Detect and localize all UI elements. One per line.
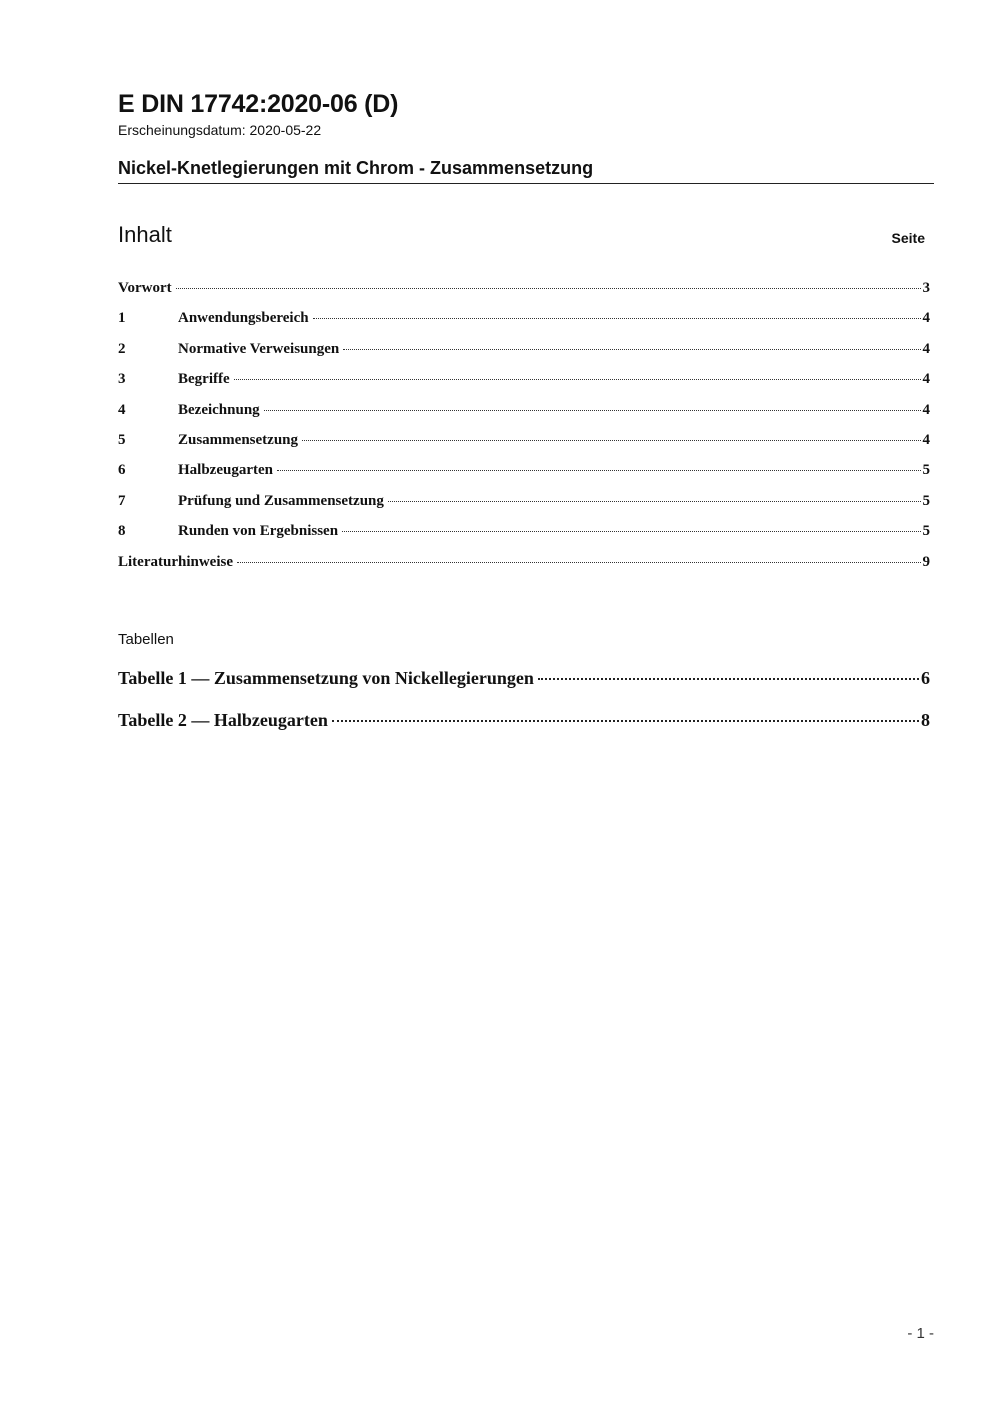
dot-leader (176, 288, 921, 289)
toc-entry[interactable] (118, 310, 930, 340)
toc-entry[interactable] (118, 280, 930, 310)
toc-entry-label: Runden von Ergebnissen (178, 523, 339, 540)
list-of-tables (118, 668, 930, 752)
toc-entry[interactable] (118, 554, 930, 584)
title-divider (118, 183, 934, 184)
toc-entry[interactable] (118, 493, 930, 523)
toc-entry[interactable] (118, 462, 930, 492)
dot-leader (234, 379, 921, 380)
toc-entry-label: Vorwort (118, 280, 172, 296)
toc-heading: Inhalt (118, 222, 172, 247)
table-entry-page: 8 (921, 710, 930, 730)
dot-leader (277, 470, 921, 471)
dot-leader (538, 678, 919, 680)
toc-entry[interactable] (118, 432, 930, 462)
toc-entry-number: 1 (118, 310, 126, 327)
toc-entry-label: Halbzeugarten (178, 462, 273, 479)
toc-entry-label: Begriffe (178, 371, 230, 388)
page-number: - 1 - (907, 1325, 934, 1342)
toc-entry-label: Anwendungsbereich (178, 310, 309, 327)
toc-entry-page: 3 (922, 280, 930, 296)
dot-leader (313, 318, 921, 319)
toc-entry-number: 3 (118, 371, 126, 388)
publication-date: Erscheinungsdatum: 2020-05-22 (118, 122, 322, 138)
dot-leader (302, 440, 920, 441)
dot-leader (388, 501, 921, 502)
toc-entry[interactable] (118, 402, 930, 432)
dot-leader (343, 349, 920, 350)
toc-entry-page: 4 (922, 401, 930, 418)
page-column-label: Seite (891, 230, 925, 246)
toc-entry-label: Zusammensetzung (178, 431, 299, 448)
toc-entry-label: Bezeichnung (178, 401, 260, 418)
toc-entry-page: 5 (922, 462, 930, 479)
toc-entry-page: 4 (922, 340, 930, 357)
toc-entry-page: 4 (922, 371, 930, 388)
table-list-entry[interactable] (118, 710, 930, 752)
toc-entry-page: 5 (922, 492, 930, 509)
table-entry-page: 6 (921, 668, 930, 688)
toc-entry[interactable] (118, 523, 930, 553)
toc-entry-number: 5 (118, 431, 126, 448)
toc-entry-number: 8 (118, 523, 126, 540)
dot-leader (237, 562, 921, 563)
document-title: E DIN 17742:2020-06 (D) (118, 90, 399, 118)
toc-entry-number: 6 (118, 462, 126, 479)
toc-entry-page: 5 (922, 523, 930, 540)
toc-entry-page: 4 (922, 310, 930, 327)
toc-entry[interactable] (118, 341, 930, 371)
toc-entry-label: Literaturhinweise (118, 553, 233, 570)
dot-leader (332, 720, 919, 722)
toc-entry-label: Normative Verweisungen (178, 340, 340, 357)
toc-entry-label: Prüfung und Zusammensetzung (178, 492, 384, 509)
table-entry-label: Tabelle 1 — Zusammensetzung von Nickellegierungen (118, 668, 534, 688)
toc-entry-page: 4 (922, 431, 930, 448)
dot-leader (342, 531, 920, 532)
document-page (118, 0, 934, 1403)
toc-entry[interactable] (118, 371, 930, 401)
document-subtitle: Nickel-Knetlegierungen mit Chrom - Zusammensetzung (118, 158, 594, 178)
dot-leader (264, 410, 921, 411)
toc-entry-number: 7 (118, 492, 126, 509)
toc-entry-number: 2 (118, 340, 126, 357)
toc-entry-number: 4 (118, 401, 126, 418)
table-entry-label: Tabelle 2 — Halbzeugarten (118, 710, 328, 730)
toc-entry-page: 9 (922, 553, 930, 570)
table-list-entry[interactable] (118, 668, 930, 710)
table-of-contents (118, 280, 930, 584)
tables-heading: Tabellen (118, 631, 174, 648)
